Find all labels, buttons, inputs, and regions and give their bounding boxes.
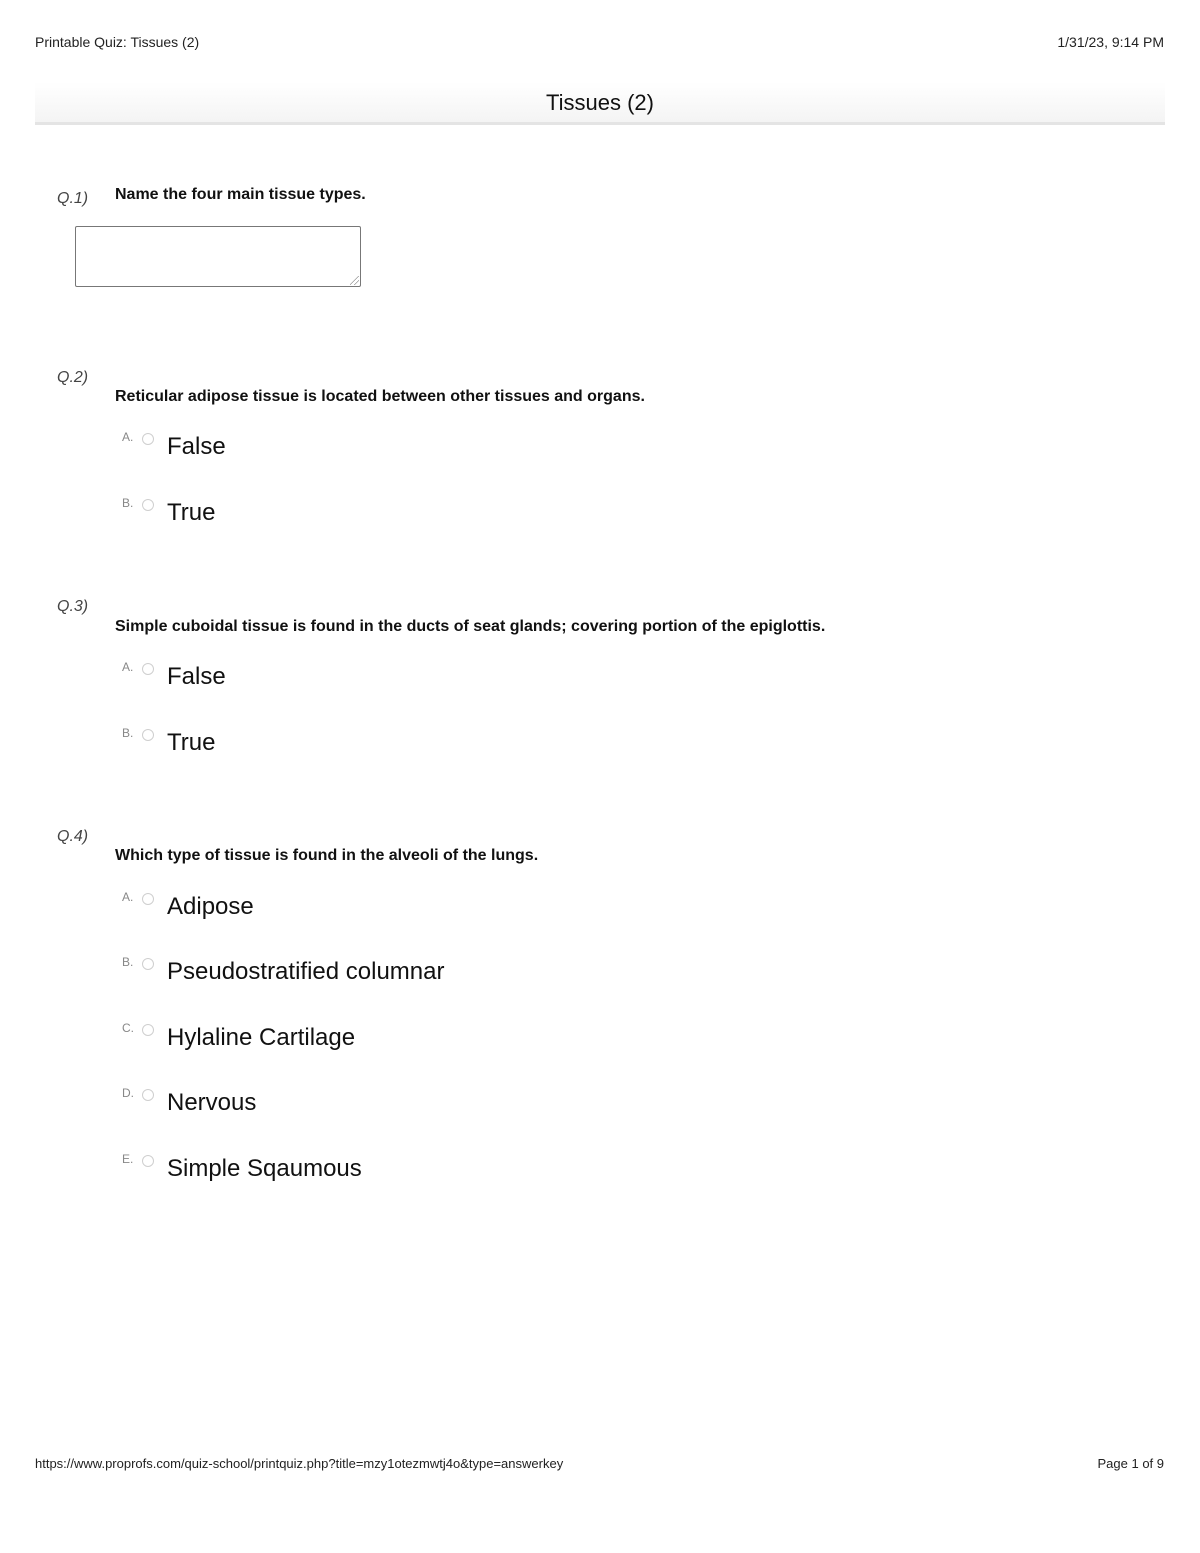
print-header-title: Printable Quiz: Tissues (2) bbox=[35, 34, 200, 50]
question-text: Name the four main tissue types. bbox=[115, 186, 366, 203]
option-letter: B. bbox=[122, 496, 134, 510]
option-letter: D. bbox=[122, 1086, 134, 1100]
radio-button[interactable] bbox=[142, 433, 154, 445]
option-letter: B. bbox=[122, 726, 134, 740]
radio-button[interactable] bbox=[142, 729, 154, 741]
print-header-datetime: 1/31/23, 9:14 PM bbox=[1057, 34, 1164, 50]
option-a[interactable] bbox=[122, 890, 822, 924]
option-label: True bbox=[167, 729, 216, 756]
answer-textarea[interactable] bbox=[75, 226, 361, 287]
question-text: Reticular adipose tissue is located between other tissues and organs. bbox=[115, 388, 645, 405]
question-number: Q.3) bbox=[57, 598, 89, 615]
question-text: Simple cuboidal tissue is found in the ducts of seat glands; covering portion of the epiglottis. bbox=[115, 618, 826, 635]
option-letter: A. bbox=[122, 430, 134, 444]
option-label: True bbox=[167, 499, 216, 526]
radio-button[interactable] bbox=[142, 1024, 154, 1036]
radio-button[interactable] bbox=[142, 499, 154, 511]
answer-area bbox=[0, 226, 1200, 290]
question-number: Q.4) bbox=[57, 828, 89, 845]
radio-button[interactable] bbox=[142, 958, 154, 970]
option-letter: C. bbox=[122, 1021, 134, 1035]
option-label: False bbox=[167, 433, 226, 460]
question-number: Q.1) bbox=[57, 190, 89, 207]
option-label: Pseudostratified columnar bbox=[167, 958, 445, 985]
option-a[interactable] bbox=[122, 430, 822, 464]
option-label: Simple Sqaumous bbox=[167, 1155, 362, 1182]
option-letter: B. bbox=[122, 955, 134, 969]
option-label: Hylaline Cartilage bbox=[167, 1024, 356, 1051]
quiz-title-bar bbox=[35, 82, 1165, 125]
option-b[interactable] bbox=[122, 955, 822, 989]
option-c[interactable] bbox=[122, 1021, 822, 1055]
quiz-title: Tissues (2) bbox=[546, 90, 654, 115]
option-label: Nervous bbox=[167, 1089, 257, 1116]
option-letter: A. bbox=[122, 890, 134, 904]
option-letter: A. bbox=[122, 660, 134, 674]
option-e[interactable] bbox=[122, 1152, 822, 1186]
question-text: Which type of tissue is found in the alveoli of the lungs. bbox=[115, 847, 539, 864]
radio-button[interactable] bbox=[142, 1089, 154, 1101]
option-a[interactable] bbox=[122, 660, 822, 694]
radio-button[interactable] bbox=[142, 1155, 154, 1167]
option-letter: E. bbox=[122, 1152, 134, 1166]
print-footer-page-number: Page 1 of 9 bbox=[1097, 1456, 1164, 1471]
question-number: Q.2) bbox=[57, 369, 89, 386]
radio-button[interactable] bbox=[142, 893, 154, 905]
print-footer-url: https://www.proprofs.com/quiz-school/printquiz.php?title=mzy1otezmwtj4o&type=answerkey bbox=[35, 1456, 564, 1471]
option-b[interactable] bbox=[122, 726, 822, 760]
option-b[interactable] bbox=[122, 496, 822, 530]
option-label: False bbox=[167, 663, 226, 690]
option-label: Adipose bbox=[167, 893, 254, 920]
resize-grip-icon[interactable] bbox=[350, 276, 359, 285]
radio-button[interactable] bbox=[142, 663, 154, 675]
option-d[interactable] bbox=[122, 1086, 822, 1120]
